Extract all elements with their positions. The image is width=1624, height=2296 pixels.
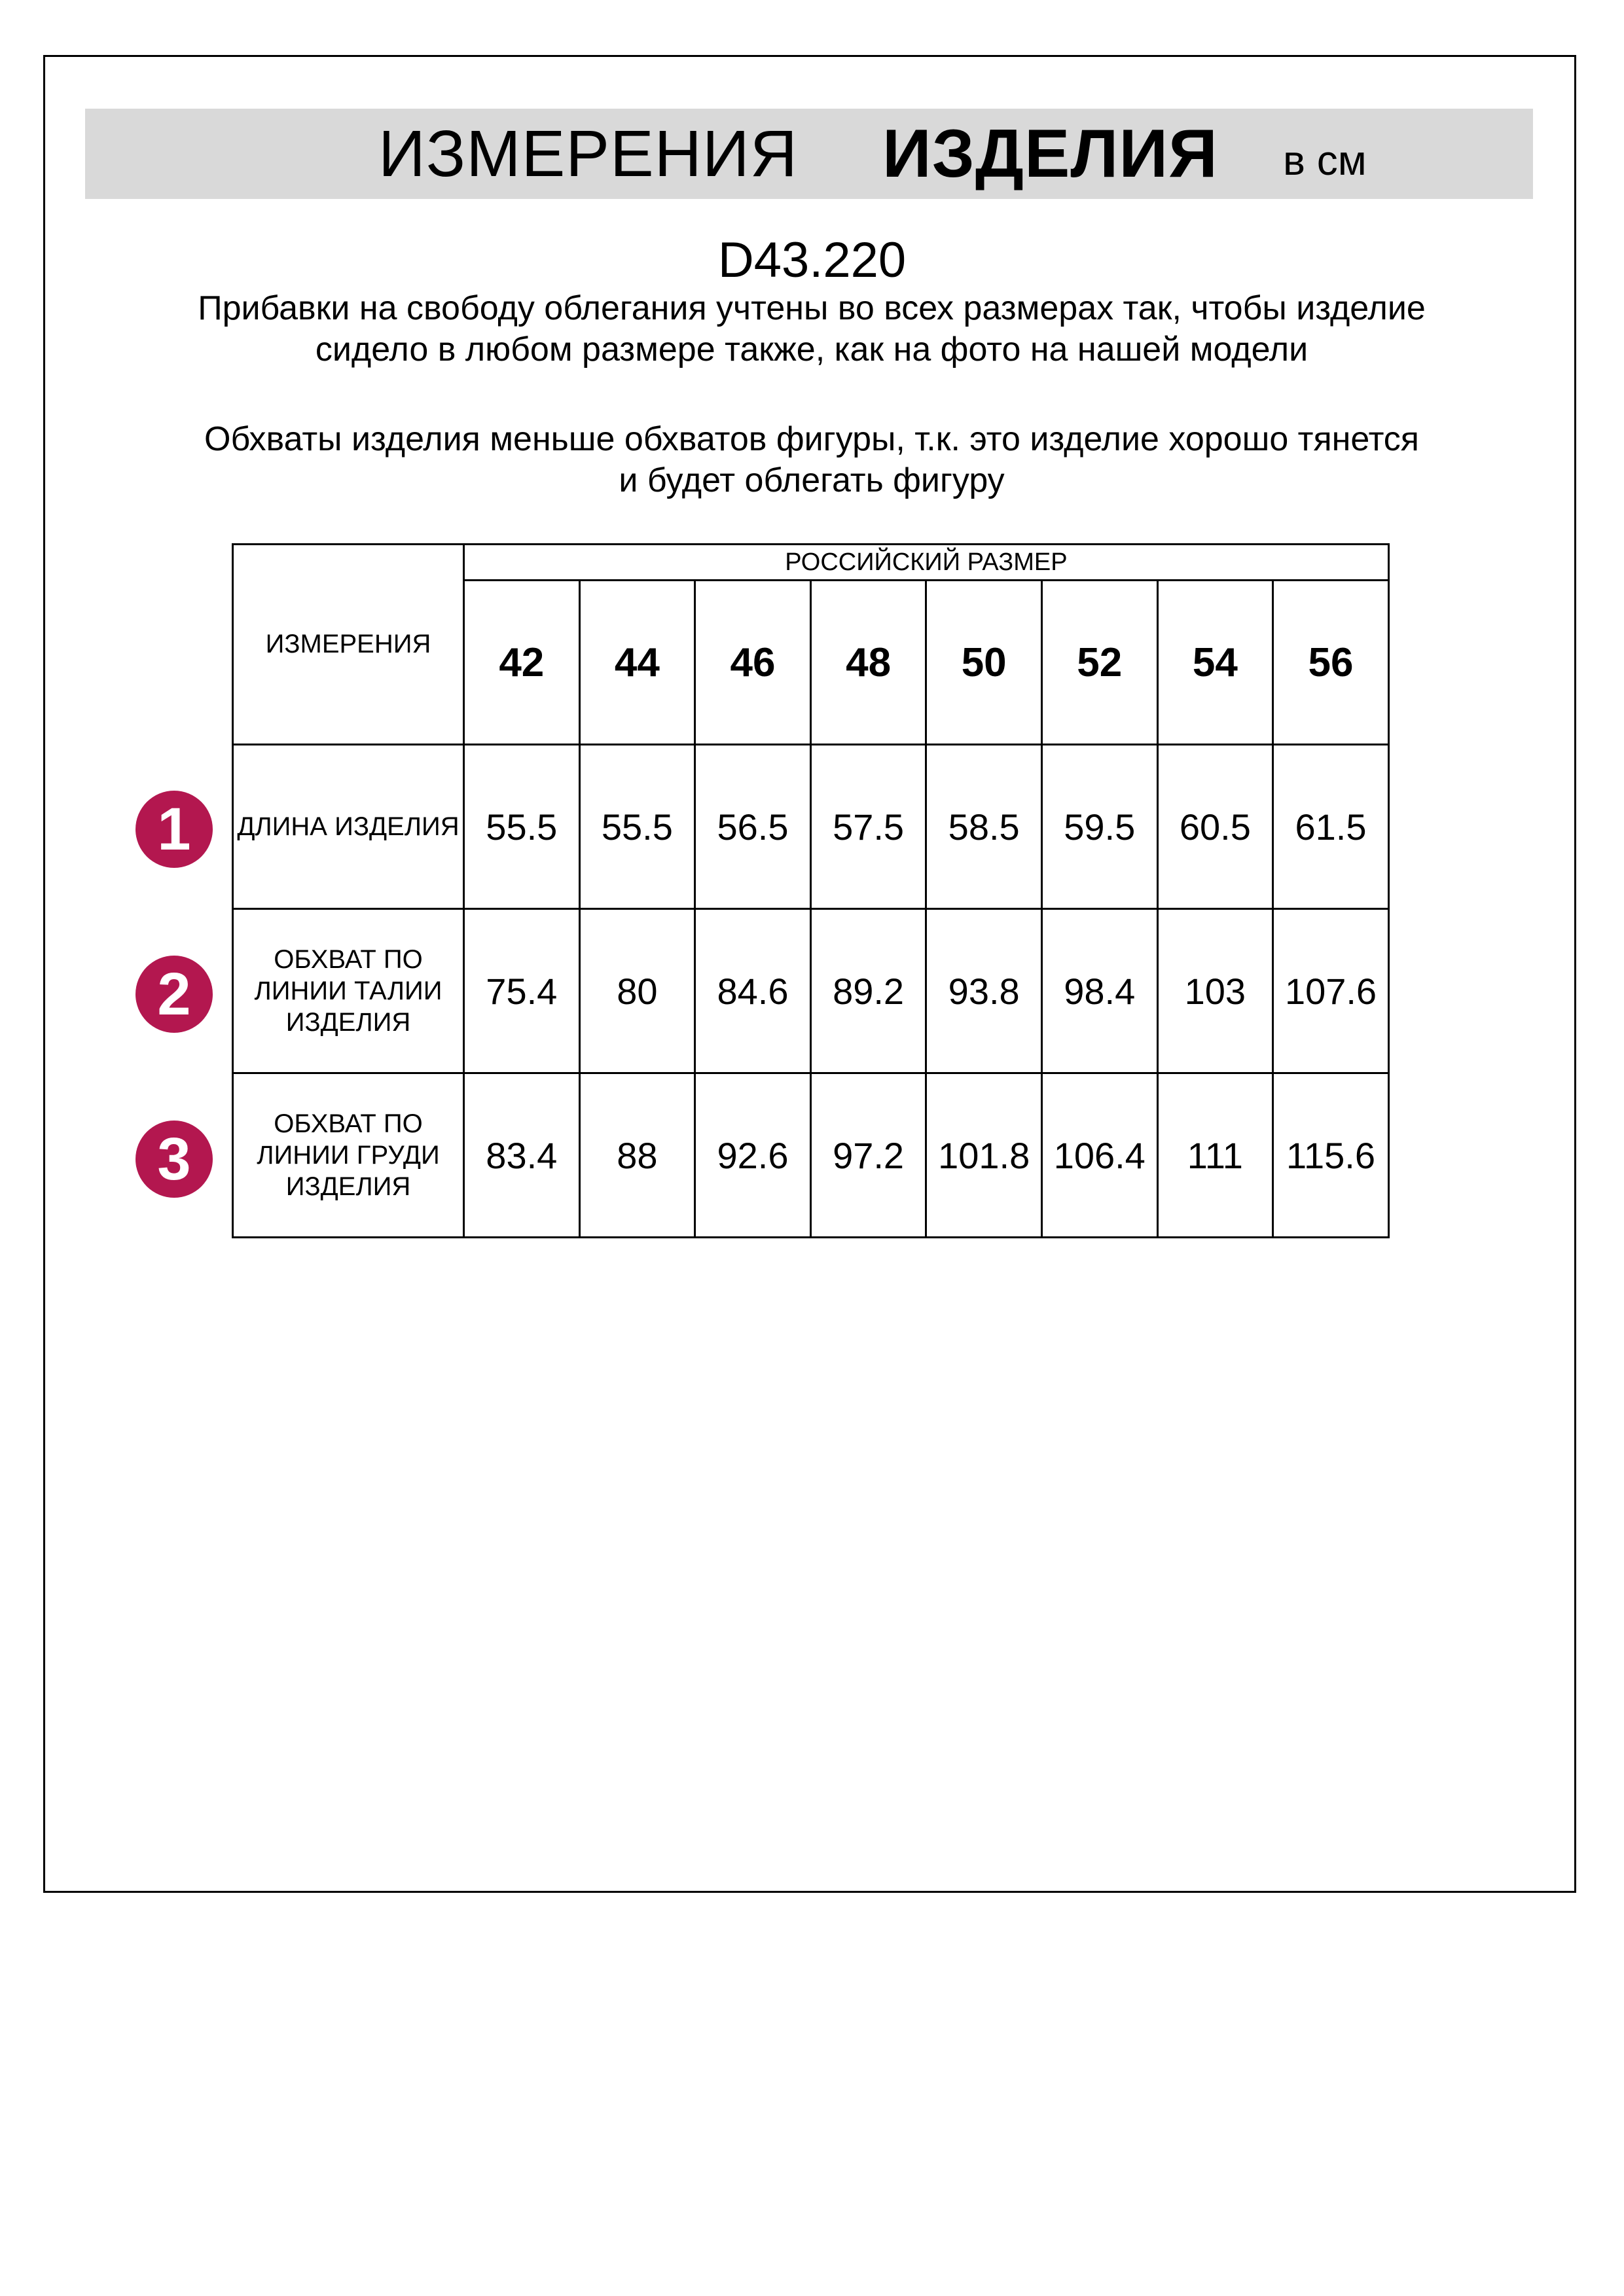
table-cell: 80 (579, 909, 695, 1073)
table-row (233, 909, 1389, 1073)
product-code: D43.220 (717, 232, 907, 288)
size-header: 50 (926, 581, 1042, 745)
table-cell: 57.5 (810, 745, 926, 909)
table-cell: 101.8 (926, 1073, 1042, 1238)
table-cell: 93.8 (926, 909, 1042, 1073)
table-cell: 56.5 (695, 745, 811, 909)
size-header: 56 (1273, 581, 1389, 745)
size-header: 42 (464, 581, 580, 745)
table-cell: 111 (1157, 1073, 1273, 1238)
size-header: 46 (695, 581, 811, 745)
title-measurements: ИЗМЕРЕНИЯ (378, 117, 798, 190)
size-header: 54 (1157, 581, 1273, 745)
table-cell: 98.4 (1041, 909, 1157, 1073)
title-units: в см (1283, 137, 1367, 184)
size-header: 52 (1041, 581, 1157, 745)
table-cell: 55.5 (464, 745, 580, 909)
row-label-length: ДЛИНА ИЗДЕЛИЯ (233, 745, 464, 909)
table-cell: 97.2 (810, 1073, 926, 1238)
row-label-chest: ОБХВАТ ПО ЛИНИИ ГРУДИ ИЗДЕЛИЯ (233, 1073, 464, 1238)
size-table (232, 543, 1390, 1238)
table-cell: 115.6 (1273, 1073, 1389, 1238)
badge-1: 1 (135, 791, 213, 868)
table-cell: 60.5 (1157, 745, 1273, 909)
table-cell: 88 (579, 1073, 695, 1238)
table-cell: 92.6 (695, 1073, 811, 1238)
table-cell: 89.2 (810, 909, 926, 1073)
table-row (233, 1073, 1389, 1238)
title-banner (85, 109, 1533, 199)
table-cell: 59.5 (1041, 745, 1157, 909)
note-allowance: Прибавки на свободу облегания учтены во всех размерах так, чтобы изделие сидело в любом размере также, как на фото на нашей модели (198, 289, 1426, 368)
badge-3: 3 (135, 1121, 213, 1198)
table-cell: 106.4 (1041, 1073, 1157, 1238)
note-stretch: Обхваты изделия меньше обхватов фигуры, т.к. это изделие хорошо тянется и будет облегать фигуру (204, 420, 1419, 499)
table-cell: 58.5 (926, 745, 1042, 909)
measurements-header: ИЗМЕРЕНИЯ (233, 545, 464, 745)
table-row (233, 745, 1389, 909)
size-header: 44 (579, 581, 695, 745)
table-cell: 103 (1157, 909, 1273, 1073)
table-cell: 83.4 (464, 1073, 580, 1238)
table-cell: 75.4 (464, 909, 580, 1073)
table-cell: 55.5 (579, 745, 695, 909)
badge-2: 2 (135, 956, 213, 1033)
size-header: 48 (810, 581, 926, 745)
row-label-waist: ОБХВАТ ПО ЛИНИИ ТАЛИИ ИЗДЕЛИЯ (233, 909, 464, 1073)
table-cell: 107.6 (1273, 909, 1389, 1073)
size-group-header: РОССИЙСКИЙ РАЗМЕР (464, 545, 1389, 581)
table-cell: 61.5 (1273, 745, 1389, 909)
table-cell: 84.6 (695, 909, 811, 1073)
title-garment: ИЗДЕЛИЯ (882, 116, 1218, 192)
